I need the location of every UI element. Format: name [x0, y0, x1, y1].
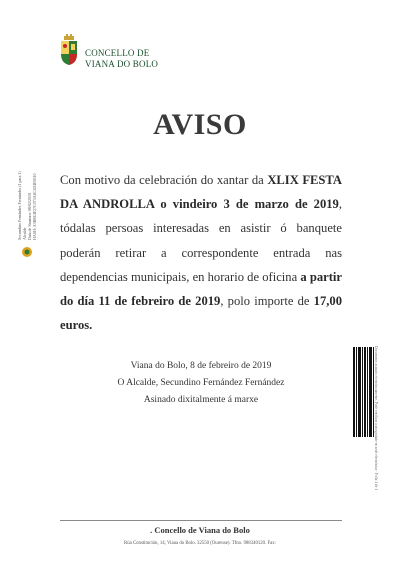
stamp-line2: Alcalde: [22, 227, 27, 240]
org-name-line2: VIANA DO BOLO: [85, 59, 159, 69]
body-text-1: Con motivo da celebración do xantar da: [60, 173, 268, 187]
barcode: [353, 347, 375, 437]
digital-signature-note: Asinado dixitalmente á marxe: [143, 395, 259, 405]
org-name-line1: CONCELLO DE: [85, 48, 150, 58]
signer: O Alcalde, Secundino Fernández Fernández: [117, 378, 285, 388]
stamp-line1: Secundino Fernández Fernández (1 para 1): [17, 171, 22, 240]
event-highlight: XLIX FESTA DA ANDROLLA o vindeiro 3 de marzo de 2019: [60, 173, 342, 212]
page-title: AVISO: [153, 108, 247, 141]
notice-body: [60, 168, 342, 337]
price-highlight: 17,00 euros.: [60, 294, 342, 333]
footer-address: Rúa Constitución, 14, Viana do Bolo. 32550 (Ourense). Tfno. 988340120. Fax:: [124, 541, 276, 546]
stamp-line4: HASH: A3B8E4F27C073A4C5D4E9510: [32, 173, 37, 240]
body-text-2: , tódalas persoas interesadas en asistir ó banquete poderán retirar a correspondente entrada nas dependencias municipais, en horario de oficina: [60, 197, 342, 284]
coat-of-arms-icon: [60, 34, 78, 66]
stamp-line3: Data de Sinatura: 08/02/2019: [27, 193, 32, 240]
municipal-logo: [60, 34, 180, 74]
footer-divider: [60, 520, 342, 521]
date-highlight: a partir do día 11 de febreiro de 2019: [60, 269, 342, 309]
body-text-3: , polo importe de: [220, 294, 314, 309]
barcode-caption: Documento asinado electrónicamente. Pode verificar a integridade en sede electrónica · Folla 1 de 1: [374, 346, 378, 490]
place-date: Viana do Bolo, 8 de febreiro de 2019: [130, 361, 272, 371]
footer-org-name: . Concello de Viana do Bolo: [150, 525, 250, 535]
seal-icon: [21, 246, 33, 258]
